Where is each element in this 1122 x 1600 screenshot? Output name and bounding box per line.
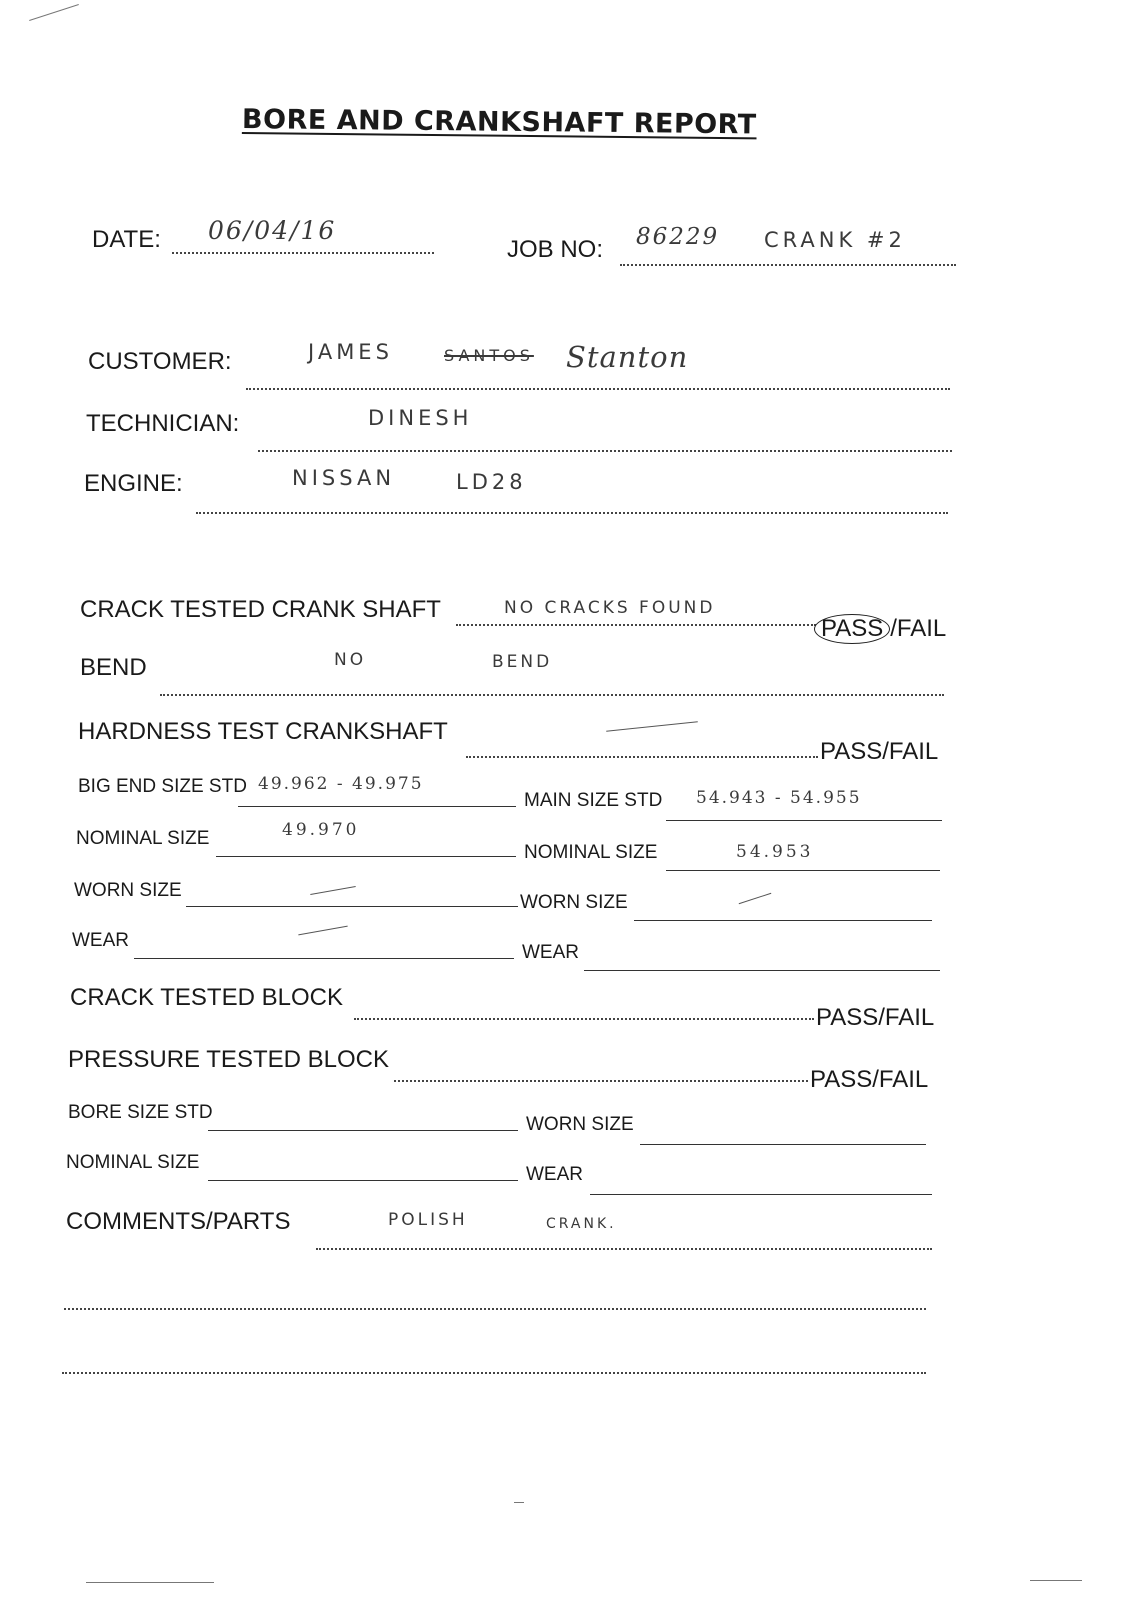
comments-value-1: POLISH (388, 1210, 468, 1230)
block-pressure-label: PRESSURE TESTED BLOCK (68, 1046, 389, 1073)
job-no-field-line[interactable] (620, 264, 956, 266)
block-worn-field-line[interactable] (640, 1144, 926, 1145)
engine-label: ENGINE: (84, 470, 183, 497)
page-title: BORE AND CRANKSHAFT REPORT (241, 104, 757, 141)
main-size-value: 54.943 - 54.955 (696, 788, 862, 808)
block-wear-field-line[interactable] (590, 1194, 932, 1195)
engine-make-value: NISSAN (292, 466, 396, 490)
crank-worn-right-label: WORN SIZE (520, 892, 628, 913)
corner-mark (29, 4, 79, 21)
bend-field-line[interactable] (160, 694, 944, 696)
crank-crack-fail[interactable]: /FAIL (890, 615, 947, 642)
date-field-line[interactable] (172, 252, 434, 254)
crank-wear-left-line[interactable] (134, 958, 514, 959)
customer-label: CUSTOMER: (88, 348, 232, 375)
crank-nominal-right-line[interactable] (666, 870, 940, 871)
crank-wear-left-dash (298, 926, 347, 936)
crank-crack-value: NO CRACKS FOUND (504, 598, 716, 618)
block-pressure-result[interactable]: PASS/FAIL (810, 1066, 929, 1093)
block-crack-field-line[interactable] (354, 1018, 814, 1020)
crank-nominal-left-label: NOMINAL SIZE (76, 828, 210, 849)
engine-field-line[interactable] (196, 512, 948, 514)
crank-nominal-right-label: NOMINAL SIZE (524, 842, 658, 863)
main-size-field-line[interactable] (666, 820, 942, 821)
crank-worn-left-line[interactable] (186, 906, 518, 907)
crank-crack-result (820, 614, 946, 644)
crank-worn-right-line[interactable] (634, 920, 932, 921)
hardness-label: HARDNESS TEST CRANKSHAFT (78, 718, 448, 745)
customer-first-name: JAMES (308, 340, 393, 364)
block-pressure-field-line[interactable] (394, 1080, 808, 1082)
comments-label: COMMENTS/PARTS (66, 1208, 291, 1235)
crank-nominal-left-value: 49.970 (282, 820, 360, 840)
hardness-field-line[interactable] (466, 756, 818, 758)
crank-nominal-left-line[interactable] (216, 856, 516, 857)
comments-field-line-1[interactable] (316, 1248, 932, 1250)
crank-nominal-right-value: 54.953 (736, 842, 814, 862)
hardness-result[interactable]: PASS/FAIL (820, 738, 939, 765)
block-nominal-label: NOMINAL SIZE (66, 1152, 200, 1173)
crank-wear-right-label: WEAR (522, 942, 579, 963)
customer-struck-name: SANTOS (444, 346, 534, 365)
date-label: DATE: (92, 226, 161, 253)
footer-mark-left (86, 1582, 214, 1583)
date-value: 06/04/16 (208, 216, 337, 245)
comments-field-line-3[interactable] (62, 1372, 926, 1374)
job-no-label: JOB NO: (507, 236, 604, 263)
block-wear-label: WEAR (526, 1164, 583, 1185)
footer-mark-center (514, 1502, 524, 1503)
block-nominal-field-line[interactable] (208, 1180, 518, 1181)
crank-worn-left-dash (310, 886, 355, 895)
crank-worn-left-label: WORN SIZE (74, 880, 182, 901)
bore-std-label: BORE SIZE STD (68, 1102, 213, 1123)
crank-crack-field-line[interactable] (456, 624, 816, 626)
bore-std-field-line[interactable] (208, 1130, 518, 1131)
engine-model-value: LD28 (456, 470, 527, 494)
big-end-label: BIG END SIZE STD (78, 776, 247, 797)
crank-wear-right-line[interactable] (584, 970, 940, 971)
crank-crack-label: CRACK TESTED CRANK SHAFT (80, 596, 441, 623)
footer-mark-right (1030, 1580, 1082, 1581)
big-end-field-line[interactable] (238, 806, 516, 807)
bend-value-1: NO (334, 650, 367, 670)
crank-wear-left-label: WEAR (72, 930, 129, 951)
comments-value-2: CRANK. (546, 1216, 617, 1232)
bend-value-2: BEND (492, 652, 553, 672)
block-crack-label: CRACK TESTED BLOCK (70, 984, 343, 1011)
comments-field-line-2[interactable] (64, 1308, 926, 1310)
technician-value: DINESH (368, 406, 473, 430)
technician-field-line[interactable] (258, 450, 952, 452)
block-worn-label: WORN SIZE (526, 1114, 634, 1135)
customer-last-name: Stanton (566, 340, 689, 374)
crank-worn-right-dash (739, 893, 772, 904)
technician-label: TECHNICIAN: (86, 410, 240, 437)
customer-field-line[interactable] (246, 388, 950, 390)
job-no-note: CRANK #2 (764, 228, 906, 252)
bend-label: BEND (80, 654, 147, 681)
main-size-label: MAIN SIZE STD (524, 790, 663, 811)
block-crack-result[interactable]: PASS/FAIL (816, 1004, 935, 1031)
big-end-value: 49.962 - 49.975 (258, 774, 424, 794)
crank-crack-pass-circled[interactable]: PASS (814, 614, 890, 644)
hardness-dash-mark (606, 721, 698, 732)
job-no-value: 86229 (636, 224, 720, 250)
